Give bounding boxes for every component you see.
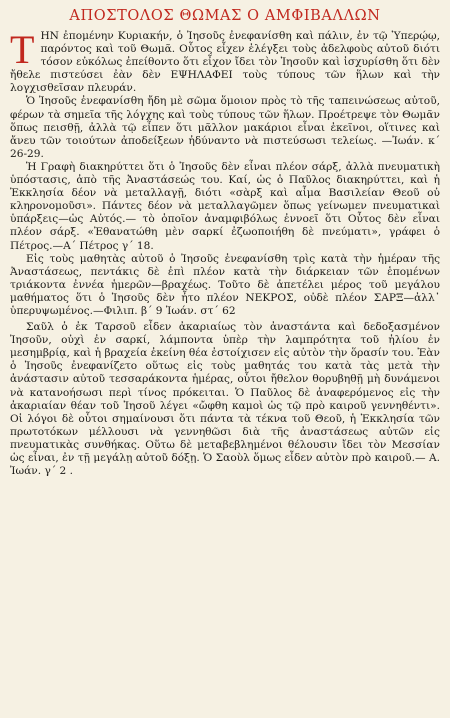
article-title: ΑΠΟΣΤΟΛΟΣ ΘΩΜΑΣ Ο ΑΜΦΙΒΑΛΛΩΝ bbox=[69, 8, 381, 24]
paragraph-text: ΗΝ ἐπομένην Κυριακήν, ὁ Ἰησοῦς ἐνεφανίσθη καὶ πάλιν, ἐν τῷ Ὑπερῴῳ, παρόντος καὶ τοῦ Θωμᾶ. Οὗτος εἶχεν ἐλέγξει τοὺς ἀδελφοὺς αὐτοῦ διότι τόσον εὐκόλως ἐπείθοντο ὅτι εἶχον ἴδει τὸν Ἰησοῦν καὶ ἰσχυρίσθη ὅτι δὲν ἤθελε πιστεύσει ἐὰν δὲν ΕΨΗΛΑΦΕΙ τοὺς τύπους τῶν ἥλων καὶ τὴν λογχισθεῖσαν πλευράν. bbox=[10, 30, 440, 95]
paragraph-intro bbox=[10, 27, 440, 95]
article-body bbox=[10, 27, 440, 478]
drop-cap: Τ bbox=[10, 27, 35, 72]
paragraph: Σαῦλ ὁ ἐκ Ταρσοῦ εἶδεν ἀκαριαίως τὸν ἀναστάντα καὶ δεδοξασμένον Ἰησοῦν, οὐχὶ ἐν σαρκί, λάμποντα ὑπὲρ τὴν λαμπρότητα τοῦ ἡλίου ἐν μεσημβρίᾳ, καὶ ἡ βραχεία ἐκείνη θέα ἐστοίχισεν εἰς αὐτὸν τὴν ὅρασίν του. Ἐὰν ὁ Ἰησοῦς ἐνεφανίζετο οὕτως εἰς τοὺς μαθητάς του κατὰ τὰς μετὰ τὴν ἀνάστασιν αὐτοῦ τεσσαράκοντα ἡμέρας, οὗτοι ἤθελον θορυβηθῇ μὴ δυνάμενοι νὰ κατανοήσωσι περὶ τίνος πρόκειται. Ὁ Παῦλος δὲ ἀναφερόμενος εἰς τὴν ἀκαριαίαν θέαν τοῦ Ἰησοῦ λέγει «ὤφθη καμοὶ ὡς τῷ πρὸ καιροῦ γεννηθέντι». Οἱ λόγοι δὲ οὗτοι σημαίνουσι ὅτι πάντα τὰ τέκνα τοῦ Θεοῦ, ἡ Ἐκκλησία τῶν πρωτοτόκων μέλλουσι νὰ γεννηθῶσι διὰ τῆς ἀναστάσεως αὐτῶν εἰς πνευματικὰς συνθήκας. Οὕτω δὲ μεταβεβλημένοι θέλουσιν ἴδει τὸν Μεσσίαν ὡς εἶναι, ἐν τῇ μεγάλῃ αὐτοῦ δόξῃ. Ὁ Σαοὺλ ὅμως εἶδεν αὐτὸν πρὸ καιροῦ.— Α. Ἰωάν. γ΄ 2 . bbox=[10, 321, 440, 478]
paragraph: Εἰς τοὺς μαθητὰς αὐτοῦ ὁ Ἰησοῦς ἐνεφανίσθη τρὶς κατὰ τὴν ἡμέραν τῆς Ἀναστάσεως, πεντάκις δὲ ἐπὶ πλέον κατὰ τὴν διάρκειαν τῶν ἑπομένων τριάκοντα ἐννέα ἡμερῶν—βραχέως. Τοῦτο δὲ ἀπετέλει μέρος τοῦ μεγάλου μαθήματος ὅτι ὁ Ἰησοῦς δὲν ἦτο πλέον ΝΕΚΡΟΣ, οὐδὲ πλέον ΣΑΡΞ—ἀλλ᾽ ὑπερυψωμένος.—Φιλιπ. β΄ 9 Ἰωάν. στ΄ 62 bbox=[10, 252, 440, 317]
paragraph: Ὁ Ἰησοῦς ἐνεφανίσθη ἤδη μὲ σῶμα ὅμοιον πρὸς τὸ τῆς ταπεινώσεως αὐτοῦ, φέρων τὰ σημεῖα τῆς λόγχης καὶ τοὺς τύπους τῶν ἥλων. Προέτρεψε τὸν Θωμᾶν ὅπως πεισθῇ, ἀλλὰ τῷ εἶπεν ὅτι μᾶλλον μακάριοι εἶναι ἐκεῖνοι, οἵτινες καὶ ἄνευ τῶν τοιούτων ἀποδείξεων ἠδύναντο νὰ πιστεύσωσι τελείως. —Ἰωάν. κ΄ 26-29. bbox=[10, 95, 440, 160]
paragraph: Ἡ Γραφὴ διακηρύττει ὅτι ὁ Ἰησοῦς δὲν εἶναι πλέον σάρξ, ἀλλὰ πνευματικὴ ὑπόστασις, ἀπὸ τῆς Ἀναστάσεώς του. Καί, ὡς ὁ Παῦλος διακηρύττει, καὶ ἡ Ἐκκλησία δέον νὰ μεταλλαγῇ, διότι «σὰρξ καὶ αἷμα Βασιλείαν Θεοῦ οὐ κληρονομοῦσι». Πάντες δέον νὰ μεταλλαγῶμεν ὅπως γείνωμεν πνευματικαὶ ὑπάρξεις—ὡς Αὐτός.— τὸ ὁποῖον ἀναμφιβόλως ἐννοεῖ ὅτι Οὗτος δὲν εἶναι πλέον σάρξ. «Ἐθανατώθη μὲν σαρκί ἐζωοποιήθη δὲ πνεύματι», γράφει ὁ Πέτρος.—Α΄ Πέτρος γ΄ 18. bbox=[10, 160, 440, 252]
